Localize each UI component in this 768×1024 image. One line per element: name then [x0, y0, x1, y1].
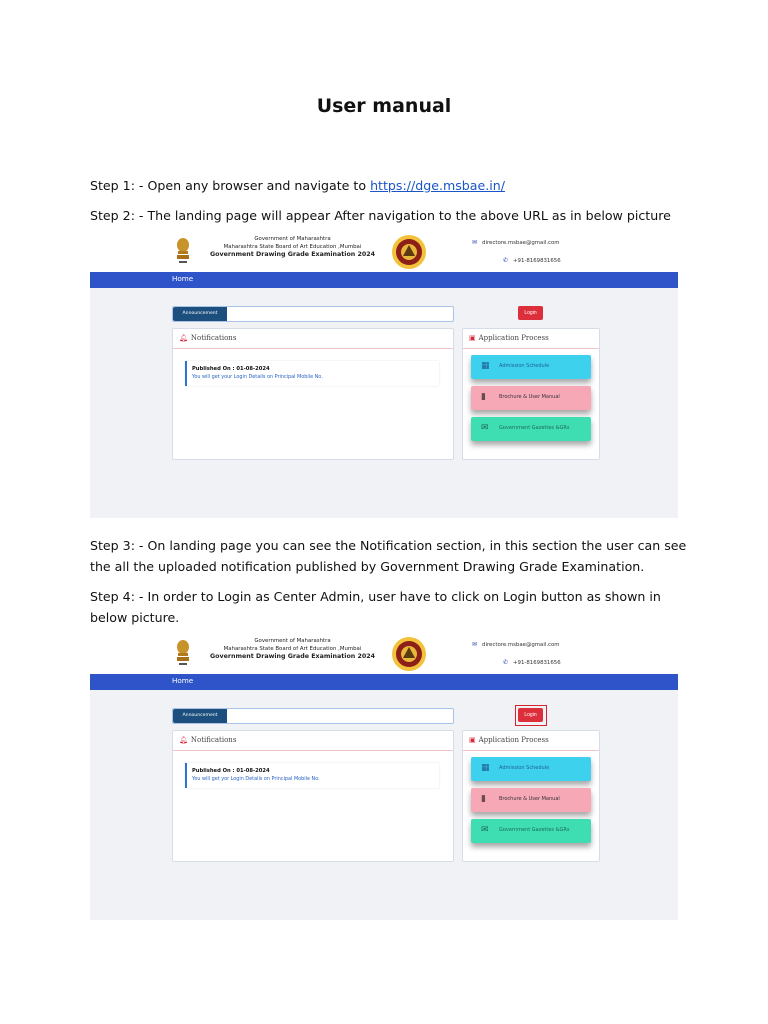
file-icon: ▮: [481, 794, 486, 804]
notifications-header: [179, 736, 236, 744]
landing-page-screenshot-2: [90, 632, 678, 920]
notification-date: Published On : 01-08-2024: [192, 768, 270, 774]
notifications-title: Notifications: [190, 736, 237, 744]
gazettes-label: Government Gazettes &GRs: [499, 827, 570, 833]
login-button[interactable]: Login: [518, 306, 543, 320]
email-text: directore.msbae@gmail.com: [482, 240, 560, 246]
notifications-divider: [173, 348, 453, 349]
site-url-link[interactable]: https://dge.msbae.in/: [370, 178, 505, 193]
announcement-bar: [172, 306, 454, 322]
notifications-title: Notifications: [190, 334, 237, 342]
application-process-panel: [462, 328, 600, 460]
calendar-icon: ▦: [481, 361, 490, 371]
notifications-panel: [172, 730, 454, 862]
application-process-title: Application Process: [478, 334, 549, 342]
gov-line-1: Government of Maharashtra: [254, 236, 331, 242]
announcement-label: Announcement: [173, 307, 227, 321]
step-2-paragraph: Step 2: - The landing page will appear After navigation to the above URL as in below picture: [90, 208, 671, 223]
notification-message: You will get your Login Details on Principal Mobile No.: [192, 374, 323, 380]
notification-message: You will get yor Login Details on Principal Mobile No.: [192, 776, 320, 782]
phone-icon: ✆: [503, 659, 509, 666]
nav-home-link[interactable]: Home: [172, 274, 194, 283]
mail-icon: ✉: [481, 825, 489, 835]
document-title: User manual: [316, 95, 452, 117]
notification-date: Published On : 01-08-2024: [192, 366, 270, 372]
brochure-label: Brochure & User Manual: [499, 796, 560, 802]
board-seal-icon: [390, 234, 428, 270]
gazettes-button[interactable]: [471, 819, 591, 843]
landing-body: [90, 288, 678, 518]
step-3-paragraph: Step 3: - On landing page you can see the Notification section, in this section the user can see the all the uploaded notification published by Government Drawing Grade Examination.: [90, 538, 687, 574]
step-4-paragraph: Step 4: - In order to Login as Center Admin, user have to click on Login button as shown in below picture.: [90, 589, 661, 625]
email-contact: [472, 641, 560, 648]
email-contact: [472, 239, 560, 246]
phone-text: +91-8169831656: [513, 660, 561, 666]
navbar: [90, 272, 678, 288]
bell-icon: 🔔︎: [179, 334, 188, 342]
bell-icon: 🔔︎: [179, 736, 188, 744]
announcement-bar: [172, 708, 454, 724]
application-process-header: [469, 736, 549, 744]
envelope-icon: ✉: [472, 239, 478, 246]
nav-home-link[interactable]: Home: [172, 676, 194, 685]
phone-contact: [503, 257, 561, 264]
email-text: directore.msbae@gmail.com: [482, 642, 560, 648]
site-header: [90, 632, 678, 674]
gazettes-label: Government Gazettes &GRs: [499, 425, 570, 431]
notification-item[interactable]: [185, 361, 439, 386]
admission-schedule-label: Admission Schedule: [499, 765, 550, 771]
notifications-divider: [173, 750, 453, 751]
phone-contact: [503, 659, 561, 666]
landing-page-screenshot-1: [90, 230, 678, 518]
application-process-panel: [462, 730, 600, 862]
announcement-label: Announcement: [173, 709, 227, 723]
envelope-icon: ✉: [472, 641, 478, 648]
id-card-icon: ▣: [469, 334, 476, 342]
admission-schedule-button[interactable]: [471, 355, 591, 379]
site-header: [90, 230, 678, 272]
notifications-header: [179, 334, 236, 342]
application-divider: [463, 750, 599, 751]
notifications-panel: [172, 328, 454, 460]
step-1-paragraph: [90, 175, 690, 196]
login-button[interactable]: Login: [518, 708, 543, 722]
state-emblem-icon: [174, 236, 192, 266]
phone-text: +91-8169831656: [513, 258, 561, 264]
notification-item[interactable]: [185, 763, 439, 788]
landing-body: [90, 690, 678, 920]
gov-line-2: Maharashtra State Board of Art Education ,Mumbai: [223, 646, 362, 653]
admission-schedule-label: Admission Schedule: [499, 363, 550, 369]
gazettes-button[interactable]: [471, 417, 591, 441]
gov-line-2: Maharashtra State Board of Art Education ,Mumbai: [223, 244, 362, 251]
phone-icon: ✆: [503, 257, 509, 264]
navbar: [90, 674, 678, 690]
gov-line-1: Government of Maharashtra: [254, 638, 331, 644]
mail-icon: ✉: [481, 423, 489, 433]
board-name-block: [200, 637, 385, 662]
state-emblem-icon: [174, 638, 192, 668]
application-process-header: [469, 334, 549, 342]
step-1-text: Step 1: - Open any browser and navigate to: [90, 178, 371, 193]
brochure-button[interactable]: [471, 788, 591, 812]
calendar-icon: ▦: [481, 763, 490, 773]
application-divider: [463, 348, 599, 349]
admission-schedule-button[interactable]: [471, 757, 591, 781]
board-name-block: [200, 235, 385, 260]
board-seal-icon: [390, 636, 428, 672]
gov-line-3: Government Drawing Grade Examination 2024: [210, 653, 375, 661]
brochure-button[interactable]: [471, 386, 591, 410]
application-process-title: Application Process: [478, 736, 549, 744]
gov-line-3: Government Drawing Grade Examination 2024: [210, 251, 375, 259]
brochure-label: Brochure & User Manual: [499, 394, 560, 400]
id-card-icon: ▣: [469, 736, 476, 744]
file-icon: ▮: [481, 392, 486, 402]
